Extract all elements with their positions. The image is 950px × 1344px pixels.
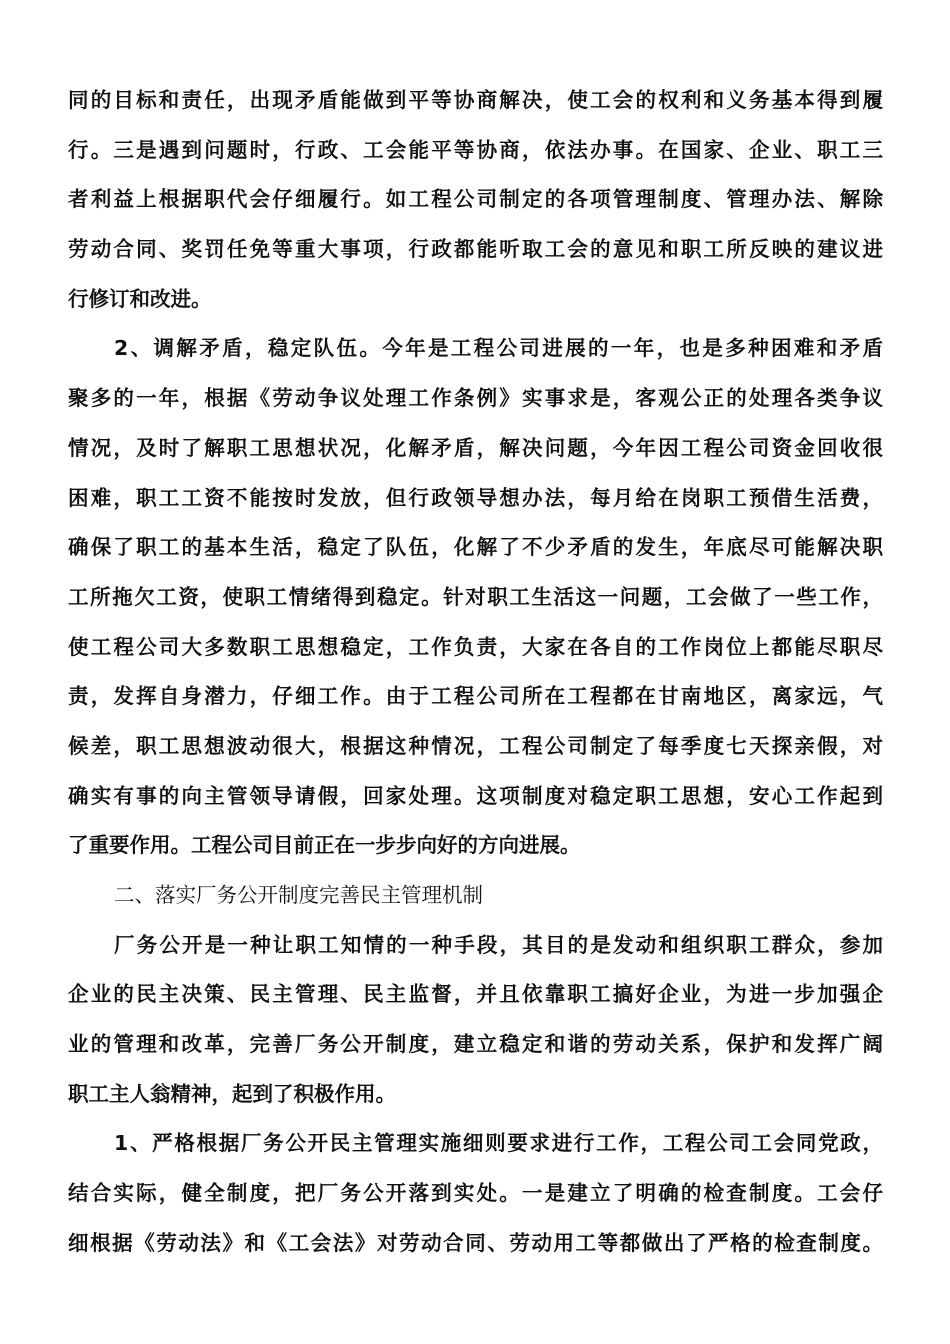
paragraph-line: 情况，及时了解职工思想状况，化解矛盾，解决问题，今年因工程公司资金回收很 [68, 435, 883, 460]
paragraph-line: 厂务公开是一种让职工知情的一种手段，其目的是发动和组织职工群众，参加 [114, 932, 883, 957]
paragraph-line: 者利益上根据职代会仔细履行。如工程公司制定的各项管理制度、管理办法、解除 [68, 187, 883, 212]
paragraph-line: 同的目标和责任，出现矛盾能做到平等协商解决，使工会的权利和义务基本得到履 [68, 88, 883, 112]
paragraph-line: 结合实际，健全制度，把厂务公开落到实处。一是建立了明确的检查制度。工会仔 [68, 1181, 883, 1206]
paragraph-line: 使工程公司大多数职工思想稳定，工作负责，大家在各自的工作岗位上都能尽职尽 [68, 634, 883, 659]
paragraph-line: 工所拖欠工资，使职工情绪得到稳定。针对职工生活这一问题，工会做了一些工作， [68, 584, 883, 609]
paragraph-line: 确实有事的向主管领导请假，回家处理。这项制度对稳定职工思想，安心工作起到 [68, 783, 883, 808]
paragraph-line: 责，发挥自身潜力，仔细工作。由于工程公司所在工程都在甘南地区，离家远，气 [68, 684, 883, 709]
paragraph-line: 职工主人翁精神，起到了积极作用。 [68, 1081, 396, 1106]
section-heading: 二、落实厂务公开制度完善民主管理机制 [114, 883, 483, 907]
paragraph-line: 了重要作用。工程公司目前正在一步步向好的方向进展。 [68, 833, 581, 858]
paragraph-line: 1、严格根据厂务公开民主管理实施细则要求进行工作，工程公司工会同党政， [114, 1131, 883, 1156]
paragraph-line: 候差，职工思想波动很大，根据这种情况，工程公司制定了每季度七天探亲假，对 [68, 733, 883, 758]
paragraph-line: 行。三是遇到问题时，行政、工会能平等协商，依法办事。在国家、企业、职工三 [68, 137, 883, 162]
paragraph-line: 行修订和改进。 [68, 286, 212, 311]
paragraph-line: 确保了职工的基本生活，稳定了队伍，化解了不少矛盾的发生，年底尽可能解决职 [68, 535, 883, 560]
paragraph-line: 企业的民主决策、民主管理、民主监督，并且依靠职工搞好企业，为进一步加强企 [68, 982, 883, 1007]
paragraph-line: 劳动合同、奖罚任免等重大事项，行政都能听取工会的意见和职工所反映的建议进 [68, 237, 883, 262]
paragraph-line: 2、调解矛盾，稳定队伍。今年是工程公司进展的一年，也是多种困难和矛盾 [114, 336, 883, 361]
paragraph-line: 困难，职工工资不能按时发放，但行政领导想办法，每月给在岗职工预借生活费， [68, 485, 883, 510]
paragraph-line: 聚多的一年，根据《劳动争议处理工作条例》实事求是，客观公正的处理各类争议 [68, 386, 883, 411]
paragraph-line: 细根据《劳动法》和《工会法》对劳动合同、劳动用工等都做出了严格的检查制度。 [68, 1230, 883, 1255]
paragraph-line: 业的管理和改革，完善厂务公开制度，建立稳定和谐的劳动关系，保护和发挥广阔 [68, 1032, 883, 1057]
document-body [68, 76, 883, 1269]
